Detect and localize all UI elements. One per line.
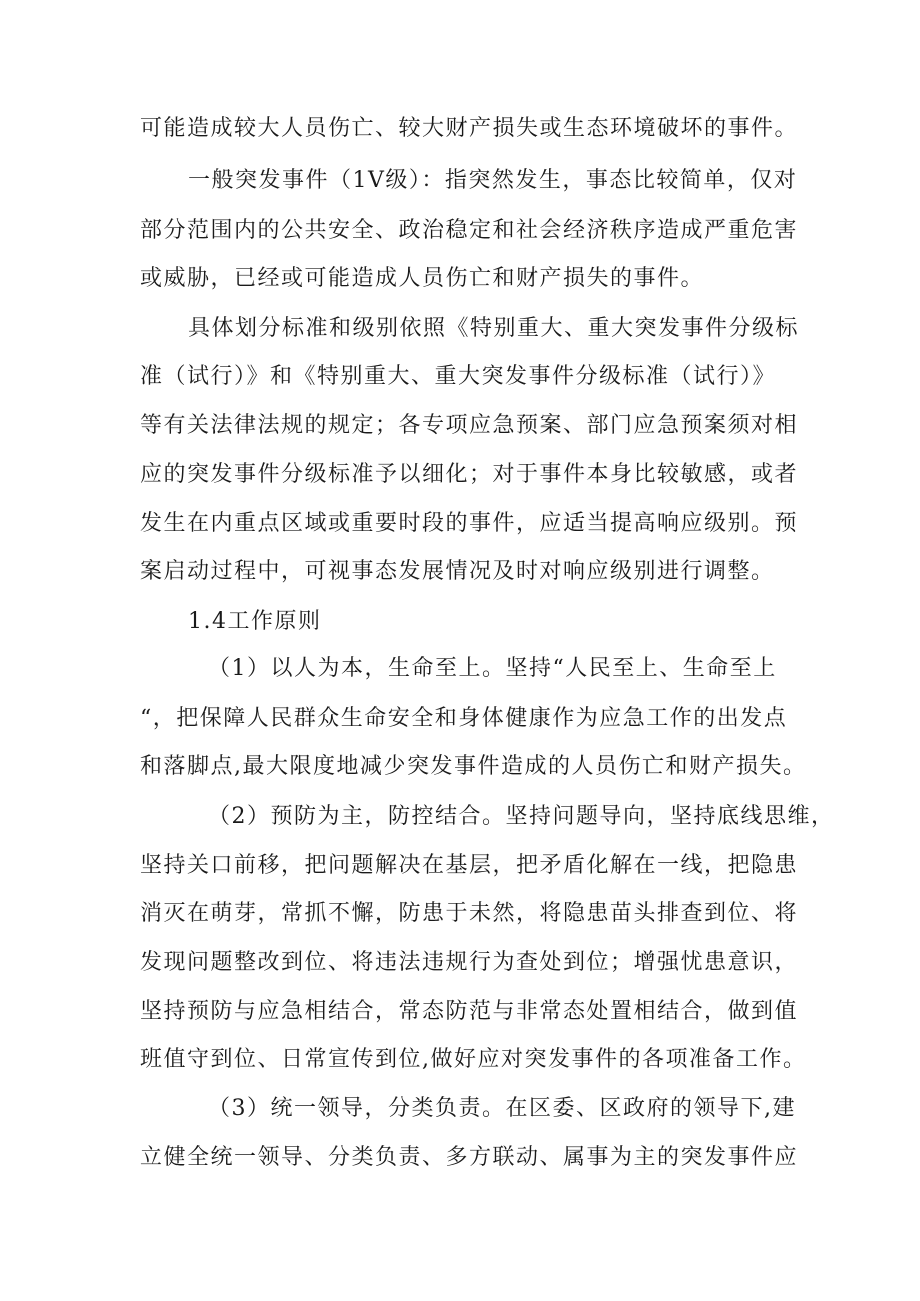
text-line: 等有关法律法规的规定；各专项应急预案、部门应急预案须对相 [140, 413, 799, 438]
text-line: 发现问题整改到位、将违法违规行为查处到位；增强忧患意识， [140, 950, 799, 975]
text-line: 班值守到位、日常宣传到位,做好应对突发事件的各项准备工作。 [140, 1047, 807, 1072]
text-line: 案启动过程中，可视事态发展情况及时对响应级别进行调整。 [140, 559, 775, 584]
text-line: “，把保障人民群众生命安全和身体健康作为应急工作的出发点 [140, 706, 788, 731]
text-line: （1）以人为本，生命至上。坚持“人民至上、生命至上 [208, 656, 777, 681]
text-line: 坚持预防与应急相结合，常态防范与非常态处置相结合，做到值 [140, 999, 799, 1024]
text-line: 发生在内重点区域或重要时段的事件，应适当提高响应级别。预 [140, 511, 799, 536]
text-line: 可能造成较大人员伤亡、较大财产损失或生态环境破坏的事件。 [140, 116, 799, 141]
text-line: 或威胁，已经或可能造成人员伤亡和财产损失的事件。 [140, 266, 705, 291]
text-line: 和落脚点,最大限度地减少突发事件造成的人员伤亡和财产损失。 [140, 754, 807, 779]
text-line: 消灭在萌芽，常抓不懈，防患于未然，将隐患苗头排查到位、将 [140, 901, 799, 926]
text-line: 准（试行）》和《特别重大、重大突发事件分级标准（试行）》 [140, 364, 777, 389]
text-line: 一般突发事件（1V级）：指突然发生，事态比较简单，仅对 [188, 168, 798, 193]
text-line: 立健全统一领导、分类负责、多方联动、属事为主的突发事件应 [140, 1145, 799, 1170]
text-line: 坚持关口前移，把问题解决在基层，把矛盾化解在一线，把隐患 [140, 853, 799, 878]
text-line: （3）统一领导，分类负责。在区委、区政府的领导下,建 [208, 1096, 796, 1121]
text-line: 部分范围内的公共安全、政治稳定和社会经济秩序造成严重危害 [140, 218, 799, 243]
text-line: （2）预防为主，防控结合。坚持问题导向，坚持底线思维， [208, 804, 835, 829]
text-line: 具体划分标准和级别依照《特别重大、重大突发事件分级标 [188, 316, 800, 341]
text-line: 应的突发事件分级标准予以细化；对于事件本身比较敏感，或者 [140, 462, 799, 487]
section-heading: 1.4工作原则 [188, 609, 322, 634]
